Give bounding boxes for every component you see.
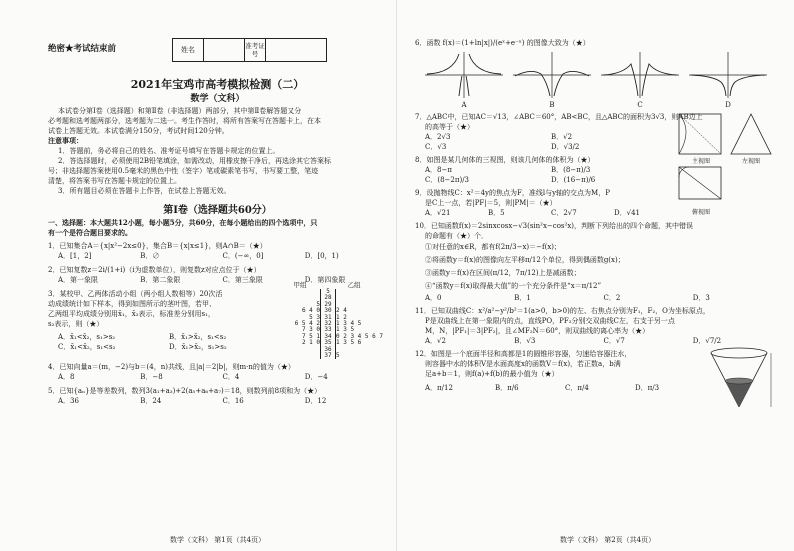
q2-option-a[interactable]: A．第一象限 <box>58 276 99 284</box>
q12-options <box>415 383 705 393</box>
cone-container-icon <box>705 345 775 415</box>
q5-option-c[interactable]: C．16 <box>222 397 244 406</box>
q8-stem: 8．如图是某几何体的三视图，则该几何体的体积为（★） <box>415 156 595 164</box>
q6-label-d: D <box>725 101 731 109</box>
stem-values-row: 37 <box>324 351 332 359</box>
q5-option-a[interactable]: A．36 <box>58 397 79 406</box>
q9-line: 9．设抛物线C：x²＝4y的焦点为F，准线l与y轴的交点为M，P <box>415 189 610 197</box>
stem-values-row: 28 <box>324 294 332 302</box>
q12-option-a[interactable]: A．π/12 <box>425 384 453 392</box>
q9-options <box>415 208 677 218</box>
q1-option-c[interactable]: C．(−∞，0] <box>222 252 264 260</box>
q11-line: 11．已知双曲线C：x²/a²−y²/b²＝1(a>0，b>0)的左、右焦点分别为F₁，F₂，O为坐标原点， <box>415 307 710 315</box>
q3-option-d[interactable]: D．x̄₁>x̄₂，s₁>s₂ <box>169 343 227 351</box>
stem-plot-body <box>280 288 383 359</box>
q6-stem: 6．函数 f(x)＝(1+ln|x|)/(eˣ+e⁻ˣ) 的图像大致为（★） <box>415 39 590 47</box>
q6-label-c: C <box>637 101 643 109</box>
stem-values-row: 34 <box>324 332 332 340</box>
q4-option-c[interactable]: C．4 <box>222 373 240 382</box>
q10-options <box>415 293 782 303</box>
q4-option-b[interactable]: B．−8 <box>140 373 163 382</box>
q10-line: 10．已知函数f(x)＝2sinxcosx−√3(sin²x−cos²x)，判断下列给出的四个命题，其中错误 <box>415 222 694 230</box>
q7-option-a[interactable]: A．2√3 <box>425 133 451 141</box>
q3-option-a[interactable]: A．x̄₁<x̄₂，s₁>s₂ <box>58 333 116 341</box>
front-view-label: 主视图 <box>691 158 710 165</box>
q6-label-a: A <box>461 101 467 109</box>
stem-values-row: 5 <box>326 288 330 295</box>
q10-option-c[interactable]: C．2 <box>603 294 621 302</box>
side-view-icon <box>729 112 773 156</box>
stem-left-leaves-row: 7 5 1 <box>301 332 320 340</box>
stem-head-right: 乙组 <box>347 281 361 289</box>
q2-option-b[interactable]: B．第二象限 <box>140 276 181 284</box>
q2-option-c[interactable]: C．第三象限 <box>222 276 263 284</box>
q10-option-d[interactable]: D．3 <box>692 294 710 302</box>
q8-option-d[interactable]: D．(16−π)/6 <box>551 176 596 184</box>
q6-graph-a[interactable] <box>423 50 505 100</box>
stem-right-leaves-row: 2 4 <box>336 307 347 315</box>
stem-right-leaves <box>336 289 383 359</box>
q6-graph-b[interactable] <box>511 50 593 100</box>
stem-values-row: 32 <box>324 319 332 327</box>
q3-option-b[interactable]: B．x̄₁>x̄₂，s₁<s₂ <box>169 333 227 341</box>
q7-options-2 <box>415 142 677 152</box>
q4-options <box>48 372 387 382</box>
q9-line: 是C上一点，若|PF|＝5，则|PM|＝（★） <box>425 199 557 207</box>
q1-option-a[interactable]: A．[1，2] <box>58 252 92 260</box>
top-view-icon <box>677 165 725 203</box>
q12-option-b[interactable]: B．π/6 <box>495 384 519 392</box>
stem-left-leaves-row: 5 3 <box>309 313 320 321</box>
q12-line: 则容器中水的体积V是水面高度x的函数V＝f(x)，若正数a，b满 <box>425 360 621 368</box>
stem-right-leaves-row: 0 2 3 4 5 6 7 <box>336 332 383 340</box>
stem-values-row: 31 <box>324 313 332 321</box>
q10-block <box>415 221 782 303</box>
stem-values-row: 29 <box>324 300 332 308</box>
q5-stem: 5．已知{aₙ}是等差数列，数列3(a₁+a₃)+2(a₅+a₆+a₇)＝18，则数列前8项和为（★） <box>48 387 322 396</box>
q3-line: 乙两组平均成绩分别用x̄₁，x̄₂表示，标准差分别用s₁， <box>48 310 215 318</box>
q7-line: 7．△ABC中，已知AC＝√13，∠ABC＝60°，AB<BC，且△ABC的面积为3√3，则AB边上 <box>415 113 703 121</box>
name-field[interactable] <box>204 39 245 61</box>
q2-option-d[interactable]: D．第四象限 <box>304 276 346 284</box>
stem-left-leaves-row <box>280 353 320 359</box>
exam-subject: 数学（文科） <box>190 94 245 104</box>
intro-line: 本试卷分第Ⅰ卷（选择题）和第Ⅱ卷（非选择题）两部分，其中第Ⅱ卷解答题又分 <box>58 107 302 115</box>
q8-options-2 <box>415 175 677 185</box>
q7-option-b[interactable]: B．√2 <box>551 133 573 141</box>
stem-values-row: 33 <box>324 326 332 334</box>
stem-values-row: 35 <box>324 339 332 347</box>
stem-values <box>320 289 336 359</box>
q5-options <box>48 396 387 406</box>
stem-leaf-plot <box>280 281 383 359</box>
q9-option-d[interactable]: D．√41 <box>614 209 640 217</box>
q7-option-d[interactable]: D．√3/2 <box>551 143 580 151</box>
intro-line: 必考题和选考题两部分，选考题为二选一。考生作答时，将所有答案写在答题卡上，在本 <box>48 117 321 125</box>
q10-line: ③函数y＝f(x)在区间(π/12，7π/12)上是减函数； <box>425 269 581 277</box>
q3-option-c[interactable]: C．x̄₁<x̄₂，s₁<s₂ <box>58 343 116 351</box>
q10-line: ④“函数y＝f(x)取得最大值”的一个充分条件是“x＝π/12” <box>425 282 602 290</box>
q12-text <box>415 349 705 393</box>
q4-option-a[interactable]: A．8 <box>58 373 75 382</box>
stem-left-leaves-row: 5 <box>316 300 320 308</box>
q8-option-b[interactable]: B．(8−π)/3 <box>551 166 591 174</box>
stem-right-leaves-row: 1 3 4 5 <box>336 319 362 327</box>
side-view-label: 左视图 <box>741 158 760 165</box>
notes-title: 注意事项： <box>48 136 83 145</box>
top-view-label: 俯视图 <box>691 209 710 216</box>
q12-line: 12．如图是一个底面半径和高都是1的圆锥形容器，匀速给容器注水， <box>415 350 632 358</box>
q3-block <box>48 281 387 359</box>
q1-option-b[interactable]: B．∅ <box>140 252 160 260</box>
note-line: 3．所有题目必须在答题卡上作答，在试卷上答题无效。 <box>58 187 231 195</box>
q12-block <box>415 349 782 415</box>
stem-right-leaves-row: 1 3 5 <box>336 326 355 334</box>
q10-line: 的命题有（★）个． <box>425 232 488 240</box>
page1-body <box>48 106 387 406</box>
page-2 <box>397 0 794 551</box>
stem-left-leaves-row: 2 1 0 <box>301 339 320 347</box>
q11-line: M，N，|PF₁|＝3|PF₂|，且∠MF₂N＝60°，则双曲线的离心率为（★） <box>425 327 650 335</box>
q12-option-c[interactable]: C．π/4 <box>565 384 589 392</box>
q9-option-c[interactable]: C．2√7 <box>551 209 577 217</box>
q8-option-c[interactable]: C．(8−2π)/3 <box>425 176 470 184</box>
section1-line: 有一个是符合题目要求的。 <box>48 228 132 237</box>
q11-block <box>415 306 782 346</box>
q3-options-2 <box>48 342 280 352</box>
name-label: 姓名 <box>173 39 204 61</box>
section1-line: 一、选择题：本大题共12小题，每小题5分，共60分，在每小题给出的四个选项中，只 <box>48 218 318 227</box>
q11-line: P是双曲线上在第一象限内的点，直线PO，PF₂分别交双曲线C左，右支于另一点 <box>425 317 675 325</box>
stem-right-leaves-row: 1 2 <box>336 313 347 321</box>
q6-graph-d[interactable] <box>687 50 769 100</box>
q11-option-a[interactable]: A．√2 <box>425 337 446 345</box>
q11-option-d[interactable]: D．√7/2 <box>692 337 722 345</box>
stem-right-leaves-row: 5 <box>336 351 340 359</box>
secret-label: 绝密★考试结束前 <box>48 44 117 54</box>
name-ticket-box <box>172 38 327 62</box>
three-view-figure <box>677 112 777 216</box>
front-view-icon <box>677 112 725 156</box>
q5-option-d[interactable]: D．12 <box>304 397 327 406</box>
q11-option-b[interactable]: B．√3 <box>514 337 536 345</box>
q4-stem: 4．已知向量a＝(m，−2)与b＝(4，n)共线，且|a|＝2|b|，则m·n的值为（★） <box>48 363 295 372</box>
q3-line: 动成绩统计如下样本，得到如图所示的茎叶图，若甲、 <box>48 300 216 308</box>
q10-line: ①对任意的x∈R，都有f(2π/3−x)＝−f(x)； <box>425 243 561 251</box>
note-line: 2．答选择题时，必须使用2B铅笔填涂，如需改动，用橡皮擦干净后，再选涂其它答案标 <box>58 157 332 165</box>
stem-values-row: 36 <box>324 345 332 353</box>
part1-title: 第Ⅰ卷（选择题共60分） <box>163 205 272 216</box>
q1-options <box>48 251 387 261</box>
q7-line: 的高等于（★） <box>425 123 474 131</box>
q10-option-a[interactable]: A．0 <box>425 294 442 302</box>
q9-option-b[interactable]: B．5 <box>488 209 505 217</box>
q4-option-d[interactable]: D．−4 <box>304 373 328 382</box>
page1-footer: 数学（文科） 第1页（共4页） <box>170 536 266 544</box>
q9-option-a[interactable]: A．√21 <box>425 209 451 217</box>
page2-footer: 数学（文科） 第2页（共4页） <box>560 536 656 544</box>
q7-option-c[interactable]: C．√3 <box>425 143 447 151</box>
exam-title: 2021年宝鸡市高考模拟检测（二） <box>130 78 305 91</box>
note-line: 1．答题前，务必将自己的姓名、准考证号填写在答题卡规定的位置上。 <box>58 147 280 155</box>
q12-line: 足a+b＝1，则f(a)+f(b)的最小值为（★） <box>425 370 559 378</box>
q12-option-d[interactable]: D．π/3 <box>635 384 660 392</box>
q2-stem: 2．已知复数z＝2i/(1+i)（i为虚数单位），则复数z对应点位于（★） <box>48 266 261 274</box>
q5-option-b[interactable]: B．24 <box>140 397 162 406</box>
q6-graph-c[interactable] <box>599 50 681 100</box>
q8-options <box>415 165 677 175</box>
q6-graphs <box>423 50 782 100</box>
q8-option-a[interactable]: A．8−π <box>425 166 452 174</box>
stem-head-left: 甲组 <box>293 281 307 289</box>
q6-label-b: B <box>549 101 555 109</box>
stem-left-leaves-row: 7 3 0 <box>301 326 320 334</box>
q10-option-b[interactable]: B．1 <box>514 294 531 302</box>
q6-labels <box>423 101 782 109</box>
stem-left-leaves <box>280 289 320 359</box>
q3-text <box>48 289 280 352</box>
stem-right-leaves-row: 1 3 5 6 <box>336 339 362 347</box>
q3-line: 3．某校甲、乙两体活动小组（两小组人数相等）20次活 <box>48 290 223 298</box>
q3-options <box>48 332 280 342</box>
q1-option-d[interactable]: D．[0，1) <box>304 252 339 260</box>
intro-line: 试卷上答题无效。本试卷满分150分，考试时间120分钟。 <box>48 127 229 135</box>
q11-option-c[interactable]: C．√7 <box>603 337 625 345</box>
q3-line: s₂表示，则（★） <box>48 320 104 328</box>
stem-left-leaves-row: 6 4 0 <box>301 307 320 315</box>
q7-options <box>415 132 677 142</box>
ticket-field[interactable] <box>266 39 326 61</box>
stem-left-leaves-row: 6 5 4 2 <box>294 319 320 327</box>
q10-line: ②将函数y＝f(x)的图像向左平移π/12个单位，得到偶函数g(x)； <box>425 256 625 264</box>
stem-values-row: 30 <box>324 307 332 315</box>
note-line: 号；非选择题答案使用0.5毫米的黑色中性（签字）笔或碳素笔书写，书写要工整，笔迹 <box>48 167 319 175</box>
q1-stem: 1．已知集合A＝{x|x²−2x≤0}，集合B＝{x|x≤1}，则A∩B＝（★） <box>48 242 267 250</box>
q7-q9-block <box>415 112 782 218</box>
note-line: 清楚，将答案书写在答题卡规定的位置上。 <box>48 177 181 185</box>
ticket-label: 准考证号 <box>245 39 266 61</box>
